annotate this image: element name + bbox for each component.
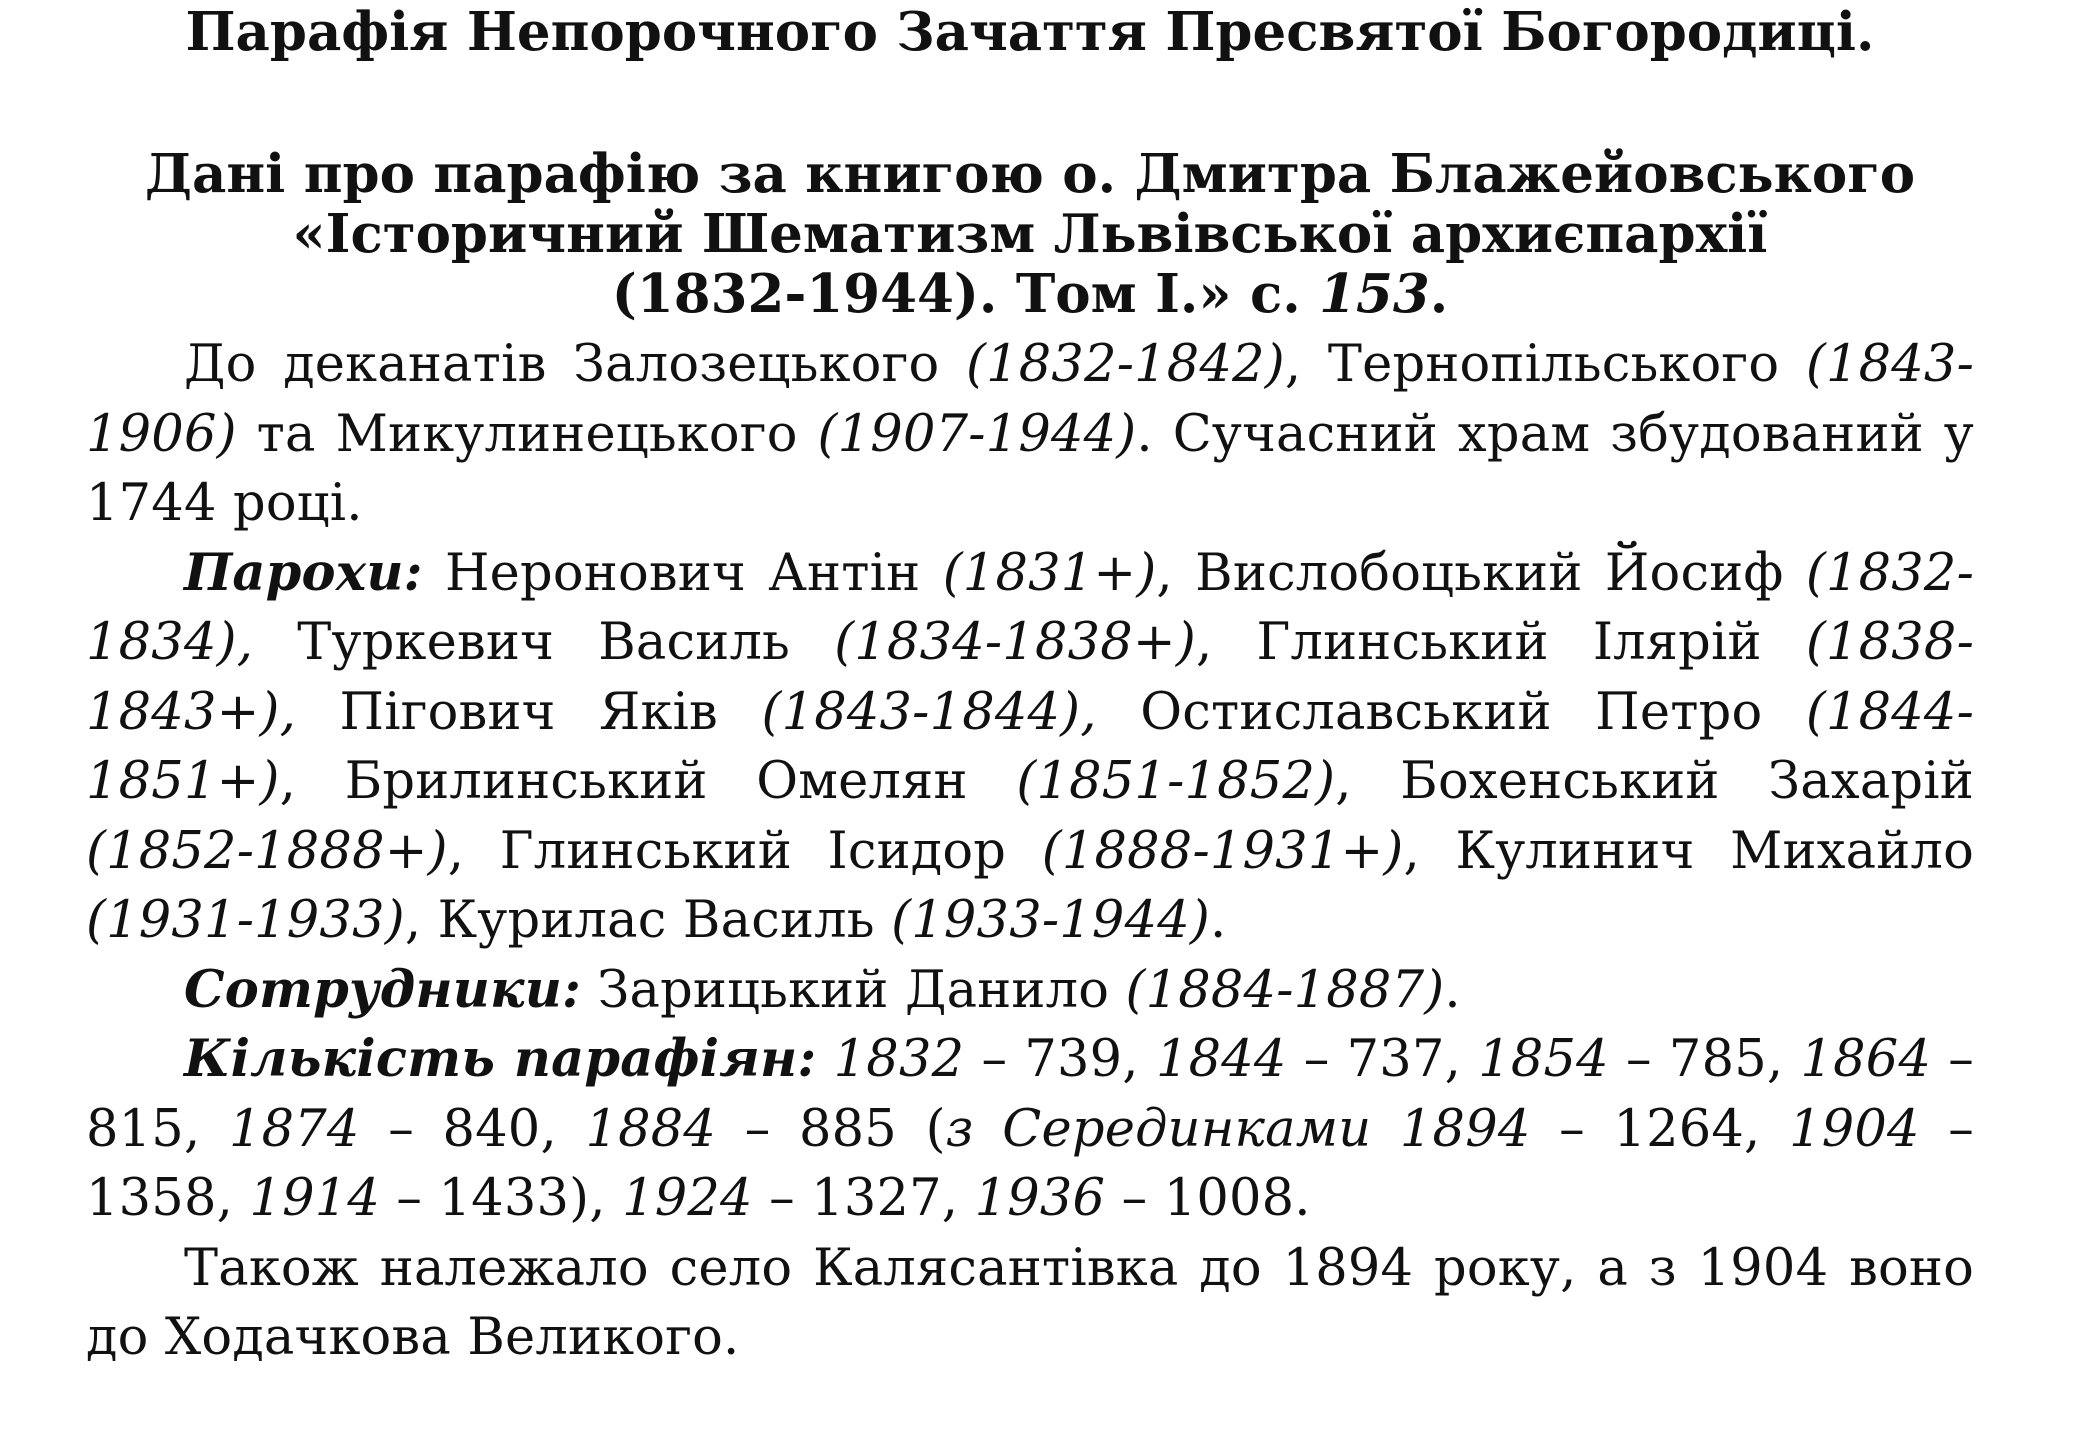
source-line-2: «Історичний Шематизм Львівської архиєпархії [292,203,1768,265]
census-year: 1864 [1800,1030,1932,1089]
census-year: 1884 [585,1099,717,1159]
pastors-label: Пароxи: [184,542,423,603]
pastor-name: Остиславський Петро [1140,682,1806,742]
census-year: 1904 [1789,1099,1920,1159]
source-line-3-end: . [1429,263,1449,325]
pastor-name: Курилас Василь [437,891,892,950]
pastor-name: Пігович Яків [339,682,762,742]
pastors-paragraph [86,539,1974,956]
deaneries-text-2: , Тернопільського [1284,335,1806,394]
census-count: – 1433), [380,1169,623,1228]
deaneries-text-1: До деканатів Залозецького [184,335,967,394]
census-year: 1844 [1155,1030,1287,1089]
pastor-name: Неронович Антін [444,543,943,603]
pastors-list [86,544,1974,951]
pastor-separator: , [1156,543,1196,603]
parishioners-paragraph [86,1025,1974,1234]
census-count: – 840, [359,1099,586,1159]
pastor-dates: (1832-1834), [86,543,1974,672]
deaneries-text-4: . Сучасний храм збудований у 1744 році. [86,404,1974,533]
pastor-separator: , [404,891,438,950]
pastor-name: Бохенський Захарій [1400,752,1974,811]
coworkers-paragraph [86,956,1974,1026]
source-line-3: (1832-1944). Том I.» с. [611,263,1320,325]
census-year: 1854 [1478,1030,1609,1089]
deaneries-text-3: та Микулинецького [236,404,818,464]
pastor-separator [1097,683,1141,742]
pastor-separator: . [1209,891,1227,950]
census-year: 1936 [974,1169,1106,1228]
census-count: – 1327, [752,1169,975,1228]
pastor-dates: (1838-1843+), [86,613,1975,742]
pastor-separator: , [1195,613,1257,672]
parishioners-label: Кількість парафіян: [184,1029,817,1089]
census-count: – 885 ( [716,1099,946,1159]
pastor-separator: , [279,752,345,811]
pastor-dates: (1931-1933) [86,891,405,950]
pastor-separator [296,683,340,742]
parish-title: Парафія Непорочного Зачаття Пресвятої Богородиці. [185,1,1875,63]
coworker-name: Зарицький Данило [581,960,1126,1020]
deaneries-date-3: (1907-1944) [817,404,1137,464]
deaneries-date-1: (1832-1842) [966,335,1285,394]
census-count: – 1008. [1105,1169,1311,1228]
coworkers-label: Сотрудники: [184,959,582,1020]
census-year: 1832 [833,1030,965,1089]
pastor-name: Глинський Ісидор [499,821,1042,881]
pastor-dates: (1831+) [942,543,1157,603]
source-page-number: 153 [1319,263,1430,325]
pastor-dates: (1844-1851+) [86,682,1974,811]
deaneries-date-2: (1843-1906) [86,335,1974,464]
pastor-dates: (1852-1888+) [86,821,448,881]
source-reference [86,144,1974,324]
coworker-end: . [1444,960,1461,1020]
note-paragraph: Також належало село Калясантівка до 1894 року, а з 1904 воно до Ходачкова Великого. [86,1238,1974,1367]
census-count: – 739, [964,1030,1156,1089]
coworker-dates: (1884-1887) [1125,960,1445,1020]
pastor-dates: (1834-1838+) [834,613,1196,672]
census-year: 1914 [249,1169,381,1228]
deaneries-paragraph [86,330,1974,539]
pastor-name: Брилинський Омелян [344,752,1017,811]
census-count: – 737, [1286,1030,1479,1089]
pastor-separator [253,613,297,672]
pastor-name: Глинський Ілярій [1256,613,1806,672]
pastor-name: Кулинич Михайло [1455,821,1974,881]
census-count: – 785, [1608,1030,1801,1089]
pastor-dates: (1933-1944) [891,891,1210,950]
pastor-name: Туркевич Василь [297,613,835,672]
census-year: з Серединками 1894 [945,1099,1531,1159]
census-count: – 1358, [86,1099,1974,1228]
census-year: 1874 [228,1099,360,1159]
pastor-separator: , [1335,752,1401,811]
pastor-dates: (1843-1844), [761,682,1097,742]
pastor-dates: (1851-1852) [1016,752,1336,811]
census-count: – 1264, [1530,1099,1790,1159]
pastor-dates: (1888-1931+) [1041,821,1404,881]
census-count: – 815, [86,1030,1975,1159]
census-year: 1924 [622,1169,753,1228]
pastor-separator: , [447,821,500,881]
pastor-separator: , [1403,821,1456,881]
pastor-name: Вислобоцький Йосиф [1195,543,1806,603]
source-line-1: Дані про парафію за книгою о. Дмитра Блажейовського [144,143,1916,205]
